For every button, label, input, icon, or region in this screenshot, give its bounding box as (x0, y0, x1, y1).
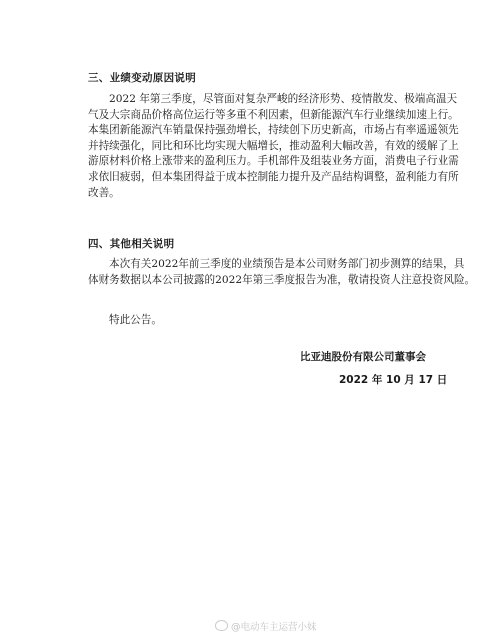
closing-statement (88, 313, 418, 329)
signature-organization: 比亚迪股份有限公司董事会 (300, 351, 426, 363)
paragraph-line: 2022 年第三季度，尽管面对复杂严峻的经济形势、疫情散发、极端高温天 (109, 93, 458, 105)
signature-date: 2022 年 10 月 17 日 (339, 374, 448, 386)
paragraph-line: 游原材料价格上涨带来的盈利压力。手机部件及组装业务方面，消费电子行业需 (88, 155, 459, 168)
paragraph-line: 并持续强化，同比和环比均实现大幅增长，推动盈利大幅改善，有效的缓解了上 (88, 139, 459, 152)
closing-text: 特此公告。 (109, 314, 162, 326)
paragraph-line: 本次有关2022年前三季度的业绩预告是本公司财务部门初步测算的结果，具 (109, 258, 465, 270)
paragraph-other-notes (88, 257, 476, 288)
paragraph-line: 本集团新能源汽车销量保持强劲增长，持续创下历史新高，市场占有率遥遥领先 (88, 124, 459, 137)
watermark (215, 619, 317, 633)
paragraph-line: 体财务数据以本公司披露的2022年第三季度报告为准，敬请投资人注意投资风险。 (88, 273, 476, 286)
paragraph-line: 求依旧疲弱，但本集团得益于成本控制能力提升及产品结构调整，盈利能力有所 (88, 170, 459, 183)
weibo-icon (215, 620, 228, 631)
section-heading-performance-change: 三、业绩变动原因说明 (88, 72, 196, 84)
paragraph-line: 气及大宗商品价格高位运行等多重不利因素，但新能源汽车行业继续加速上行。 (88, 108, 459, 121)
section-heading-other-notes: 四、其他相关说明 (88, 238, 175, 250)
paragraph-line: 改善。 (88, 186, 120, 199)
paragraph-performance-change (88, 92, 459, 201)
watermark-text: @电动车主运营小妹 (231, 622, 317, 633)
